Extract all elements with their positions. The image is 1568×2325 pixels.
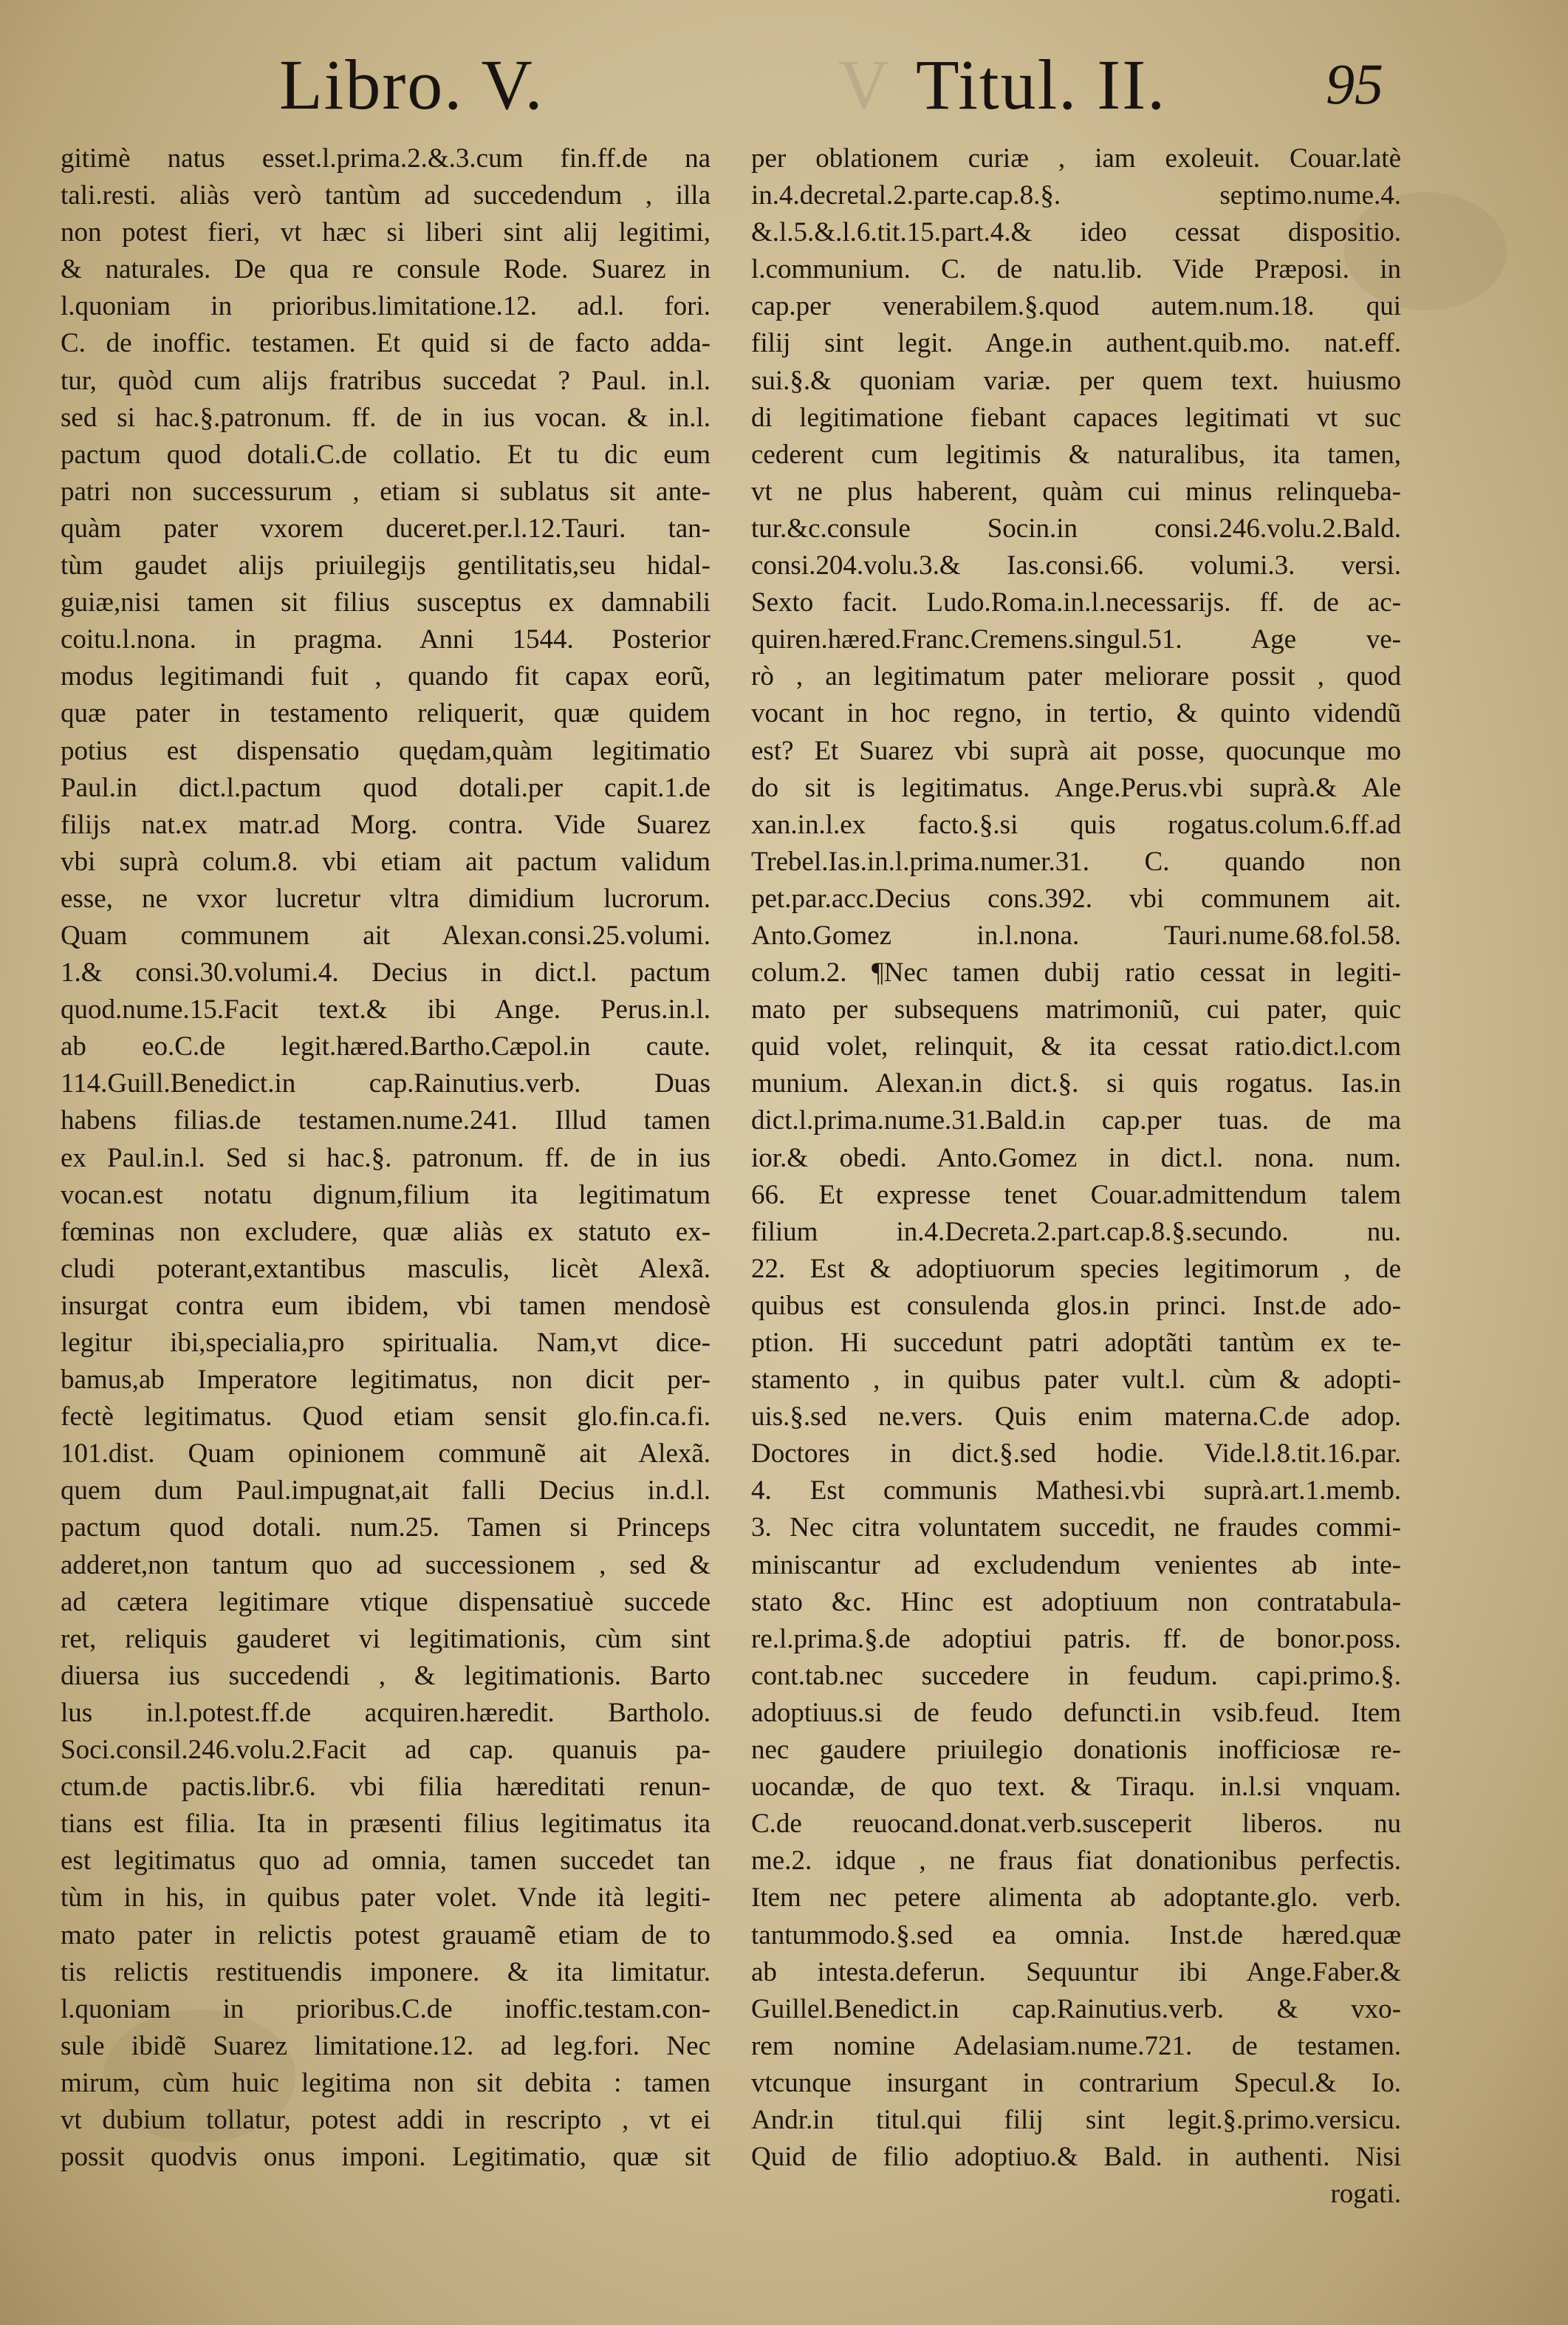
text-line: Sexto facit. Ludo.Roma.in.l.necessarijs. ff. de ac- [751, 587, 1401, 618]
text-line: vt dubium tollatur, potest addi in rescripto , vt ei [61, 2104, 711, 2135]
text-line: vocan.est notatu dignum,filium ita legitimatum [61, 1179, 711, 1210]
text-line: C.de reuocand.donat.verb.susceperit liberos. nu [751, 1809, 1401, 1840]
text-line: stato &c. Hinc est adoptiuum non contratabula- [751, 1586, 1401, 1617]
text-line: ab eo.C.de legit.hæred.Bartho.Cæpol.in caute. [61, 1031, 711, 1062]
text-line: adoptiuus.si de feudo defuncti.in vsib.feud. Item [751, 1697, 1401, 1728]
text-line: mato pater in relictis potest grauamẽ etiam de to [61, 1919, 711, 1950]
text-line: Quid de filio adoptiuo.& Bald. in authenti. Nisi [751, 2142, 1401, 2173]
text-line: 22. Est & adoptiuorum species legitimorum , de [751, 1253, 1401, 1284]
text-line: 3. Nec citra voluntatem succedit, ne fraudes commi- [751, 1512, 1401, 1543]
text-line: filium in.4.Decreta.2.part.cap.8.§.secundo. nu. [751, 1216, 1401, 1247]
text-line: ex Paul.in.l. Sed si hac.§. patronum. ff. de in ius [61, 1142, 711, 1173]
text-line: possit quodvis onus imponi. Legitimatio, quæ sit [61, 2142, 711, 2173]
text-line: nec gaudere priuilegio donationis inofficiosæ re- [751, 1735, 1401, 1766]
text-line: cont.tab.nec succedere in feudum. capi.primo.§. [751, 1660, 1401, 1691]
text-line: ption. Hi succedunt patri adoptãti tantùm ex te- [751, 1328, 1401, 1358]
text-line: pet.par.acc.Decius cons.392. vbi communem ait. [751, 883, 1401, 914]
text-line: sed si hac.§.patronum. ff. de in ius vocan. & in.l. [61, 402, 711, 433]
title-heading: Titul. II. [916, 45, 1167, 124]
text-line: mato per subsequens matrimoniũ, cui pater, quic [751, 994, 1401, 1025]
running-header [0, 44, 1568, 133]
text-line: mirum, cùm huic legitima non sit debita : tamen [61, 2067, 711, 2098]
text-line: lus in.l.potest.ff.de acquiren.hæredit. Bartholo. [61, 1697, 711, 1728]
text-line: re.l.prima.§.de adoptiui patris. ff. de bonor.poss. [751, 1623, 1401, 1654]
text-line: rem nomine Adelasiam.nume.721. de testamen. [751, 2030, 1401, 2061]
text-line: bamus,ab Imperatore legitimatus, non dicit per- [61, 1365, 711, 1396]
text-line: cap.per venerabilem.§.quod autem.num.18. qui [751, 291, 1401, 322]
text-line: tali.resti. aliàs verò tantùm ad succedendum , illa [61, 180, 711, 211]
text-line: 101.dist. Quam opinionem communẽ ait Alexã. [61, 1438, 711, 1469]
text-line: quem dum Paul.impugnat,ait falli Decius in.d.l. [61, 1475, 711, 1506]
text-line: patri non successurum , etiam si sublatus sit ante- [61, 476, 711, 507]
text-line: Paul.in dict.l.pactum quod dotali.per capit.1.de [61, 772, 711, 803]
text-line: l.quoniam in prioribus.C.de inoffic.testam.con- [61, 1993, 711, 2024]
text-line: filij sint legit. Ange.in authent.quib.mo. nat.eff. [751, 328, 1401, 359]
text-line: habens filias.de testamen.nume.241. Illud tamen [61, 1105, 711, 1136]
text-line: munium. Alexan.in dict.§. si quis rogatus. Ias.in [751, 1068, 1401, 1099]
text-line: potius est dispensatio quędam,quàm legitimatio [61, 735, 711, 766]
text-line: rò , an legitimatum pater meliorare possit , quod [751, 661, 1401, 692]
text-line: cludi poterant,extantibus masculis, licèt Alexã. [61, 1253, 711, 1284]
text-line: insurgat contra eum ibidem, vbi tamen mendosè [61, 1290, 711, 1321]
text-line: tis relictis restituendis imponere. & ita limitatur. [61, 1956, 711, 1987]
text-line: 4. Est communis Mathesi.vbi suprà.art.1.memb. [751, 1475, 1401, 1506]
text-line: l.communium. C. de natu.lib. Vide Præposi. in [751, 254, 1401, 285]
text-line: l.quoniam in prioribus.limitatione.12. ad.l. fori. [61, 291, 711, 322]
text-line: 114.Guill.Benedict.in cap.Rainutius.verb. Duas [61, 1068, 711, 1099]
text-line: non potest fieri, vt hæc si liberi sint alij legitimi, [61, 217, 711, 248]
text-line: diuersa ius succedendi , & legitimationis. Barto [61, 1660, 711, 1691]
text-line: quàm pater vxorem duceret.per.l.12.Tauri. tan- [61, 513, 711, 544]
text-line: guiæ,nisi tamen sit filius susceptus ex damnabili [61, 587, 711, 618]
text-line: Guillel.Benedict.in cap.Rainutius.verb. & vxo- [751, 1993, 1401, 2024]
text-line: ret, reliquis gauderet vi legitimationis, cùm sint [61, 1623, 711, 1654]
text-line: Doctores in dict.§.sed hodie. Vide.l.8.tit.16.par. [751, 1438, 1401, 1469]
text-line: ab intesta.deferun. Sequuntur ibi Ange.Faber.& [751, 1956, 1401, 1987]
text-line: quiren.hæred.Franc.Cremens.singul.51. Age ve- [751, 624, 1401, 655]
text-line: quod.nume.15.Facit text.& ibi Ange. Perus.in.l. [61, 994, 711, 1025]
text-line: vocant in hoc regno, in tertio, & quinto videndũ [751, 698, 1401, 729]
text-line: ctum.de pactis.libr.6. vbi filia hæreditati renun- [61, 1772, 711, 1803]
text-line: quæ pater in testamento reliquerit, quæ quidem [61, 698, 711, 729]
text-line: filijs nat.ex matr.ad Morg. contra. Vide Suarez [61, 809, 711, 840]
text-line: sui.§.& quoniam variæ. per quem text. huiusmo [751, 365, 1401, 396]
text-line: uocandæ, de quo text. & Tiraqu. in.l.si vnquam. [751, 1772, 1401, 1803]
text-line: Soci.consil.246.volu.2.Facit ad cap. quanuis pa- [61, 1735, 711, 1766]
text-line: 1.& consi.30.volumi.4. Decius in dict.l. pactum [61, 957, 711, 989]
text-line: uis.§.sed ne.vers. Quis enim materna.C.de adop. [751, 1402, 1401, 1433]
text-line: Andr.in titul.qui filij sint legit.§.primo.versicu. [751, 2104, 1401, 2135]
text-line: in.4.decretal.2.parte.cap.8.§. septimo.nume.4. [751, 180, 1401, 211]
text-line: tùm in his, in quibus pater volet. Vnde ità legiti- [61, 1882, 711, 1913]
text-line: me.2. idque , ne fraus fiat donationibus perfectis. [751, 1846, 1401, 1877]
text-line: dict.l.prima.nume.31.Bald.in cap.per tuas. de ma [751, 1105, 1401, 1136]
page-number: 95 [1326, 52, 1383, 116]
text-line: fœminas non excludere, quæ aliàs ex statuto ex- [61, 1216, 711, 1247]
book-title: Libro. V. [279, 45, 544, 124]
text-line: modus legitimandi fuit , quando fit capax eorũ, [61, 661, 711, 692]
text-line: C. de inoffic. testamen. Et quid si de facto adda- [61, 328, 711, 359]
text-line: xan.in.l.ex facto.§.si quis rogatus.colum.6.ff.ad [751, 809, 1401, 840]
text-line: di legitimatione fiebant capaces legitimati vt suc [751, 402, 1401, 433]
text-line: cederent cum legitimis & naturalibus, ita tamen, [751, 439, 1401, 470]
text-line: ad cætera legitimare vtique dispensatiuè succede [61, 1586, 711, 1617]
text-line: Quam communem ait Alexan.consi.25.volumi. [61, 920, 711, 951]
text-line: pactum quod dotali. num.25. Tamen si Princeps [61, 1512, 711, 1543]
show-through-text: V [838, 45, 890, 124]
text-line: do sit is legitimatus. Ange.Perus.vbi suprà.& Ale [751, 772, 1401, 803]
text-line: &.l.5.&.l.6.tit.15.part.4.& ideo cessat dispositio. [751, 217, 1401, 248]
text-line: 66. Et expresse tenet Couar.admittendum talem [751, 1179, 1401, 1210]
left-text-column [61, 140, 711, 2176]
text-line: pactum quod dotali.C.de collatio. Et tu dic eum [61, 439, 711, 470]
text-line: tantummodo.§.sed ea omnia. Inst.de hæred.quæ [751, 1919, 1401, 1950]
text-line: Anto.Gomez in.l.nona. Tauri.nume.68.fol.58. [751, 920, 1401, 951]
text-line: vtcunque insurgant in contrarium Specul.& Io. [751, 2067, 1401, 2098]
text-line: miniscantur ad excludendum venientes ab inte- [751, 1549, 1401, 1580]
text-line: vt ne plus haberent, quàm cui minus relinqueba- [751, 476, 1401, 507]
text-line: sule ibidẽ Suarez limitatione.12. ad leg.fori. Nec [61, 2030, 711, 2061]
text-line: gitimè natus esset.l.prima.2.&.3.cum fin.ff.de na [61, 143, 711, 174]
text-line: tur.&c.consule Socin.in consi.246.volu.2.Bald. [751, 513, 1401, 544]
text-line: vbi suprà colum.8. vbi etiam ait pactum validum [61, 846, 711, 877]
text-line: tians est filia. Ita in præsenti filius legitimatus ita [61, 1809, 711, 1840]
text-line: rogati. [1330, 2179, 1401, 2210]
text-line: per oblationem curiæ , iam exoleuit. Couar.latè [751, 143, 1401, 174]
text-line: est legitimatus quo ad omnia, tamen succedet tan [61, 1846, 711, 1877]
text-line: quid volet, relinquit, & ita cessat ratio.dict.l.com [751, 1031, 1401, 1062]
right-text-column [751, 140, 1401, 2213]
text-line: legitur ibi,specialia,pro spiritualia. Nam,vt dice- [61, 1328, 711, 1358]
text-line: Item nec petere alimenta ab adoptante.glo. verb. [751, 1882, 1401, 1913]
text-line: colum.2. ¶Nec tamen dubij ratio cessat in legiti- [751, 957, 1401, 989]
text-line: stamento , in quibus pater vult.l. cùm & adopti- [751, 1365, 1401, 1396]
text-line: quibus est consulenda glos.in princi. Inst.de ado- [751, 1290, 1401, 1321]
text-line: ior.& obedi. Anto.Gomez in dict.l. nona. num. [751, 1142, 1401, 1173]
text-line: tur, quòd cum alijs fratribus succedat ? Paul. in.l. [61, 365, 711, 396]
text-line: esse, ne vxor lucretur vltra dimidium lucrorum. [61, 883, 711, 914]
text-line: adderet,non tantum quo ad successionem , sed & [61, 1549, 711, 1580]
text-line: Trebel.Ias.in.l.prima.numer.31. C. quando non [751, 846, 1401, 877]
text-line: coitu.l.nona. in pragma. Anni 1544. Posterior [61, 624, 711, 655]
text-line: & naturales. De qua re consule Rode. Suarez in [61, 254, 711, 285]
text-line: est? Et Suarez vbi suprà ait posse, quocunque mo [751, 735, 1401, 766]
text-line: fectè legitimatus. Quod etiam sensit glo.fin.ca.fi. [61, 1402, 711, 1433]
text-line: consi.204.volu.3.& Ias.consi.66. volumi.3. versi. [751, 550, 1401, 581]
text-line: tùm gaudet alijs priuilegijs gentilitatis,seu hidal- [61, 550, 711, 581]
